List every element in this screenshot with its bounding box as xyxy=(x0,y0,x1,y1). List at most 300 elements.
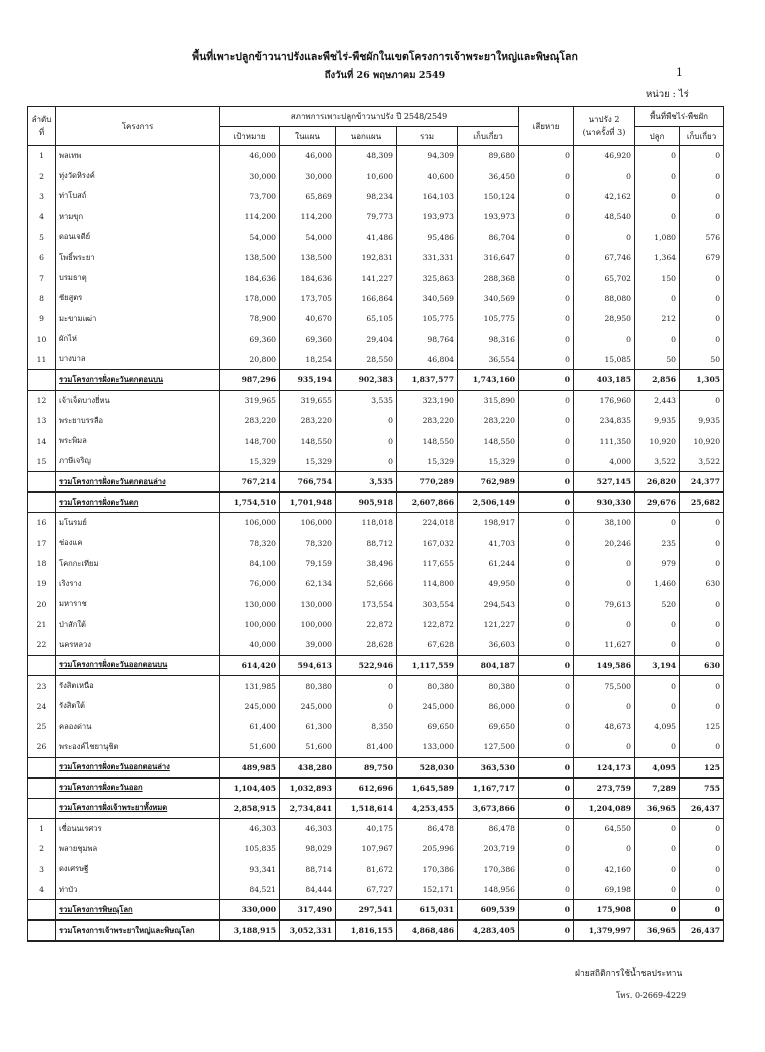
project-name: ชัยสูตร xyxy=(59,293,83,303)
field-harvested-cell: 125 xyxy=(680,716,724,736)
table-body xyxy=(28,146,724,941)
planted-cell: 1,080 xyxy=(635,227,680,247)
harvested-cell: 121,227 xyxy=(458,614,519,634)
second-crop-cell: 38,100 xyxy=(574,513,635,533)
page-subtitle: ถึงวันที่ 26 พฤษภาคม 2549 xyxy=(324,70,446,81)
total-cell: 67,628 xyxy=(397,635,458,655)
project-name-cell xyxy=(56,329,220,349)
total-cell: 4,868,486 xyxy=(397,920,458,940)
target-cell: 84,100 xyxy=(220,553,280,573)
project-name: มะขามเฒ่า xyxy=(59,313,97,323)
project-name-cell xyxy=(56,737,220,757)
harvested-cell: 36,603 xyxy=(458,635,519,655)
field-harvested-cell: 576 xyxy=(680,227,724,247)
out-plan-cell: 192,831 xyxy=(336,247,397,267)
header-in-plan: ในแผน xyxy=(280,127,336,146)
damaged-cell: 0 xyxy=(519,655,574,675)
project-name-cell xyxy=(56,818,220,838)
field-harvested-cell: 0 xyxy=(680,513,724,533)
project-name-cell xyxy=(56,309,220,329)
project-name: รวมโครงการฝั่งตะวันตกตอนบน xyxy=(59,374,164,384)
target-cell: 614,420 xyxy=(220,655,280,675)
table-row xyxy=(28,676,724,696)
damaged-cell: 0 xyxy=(519,513,574,533)
damaged-cell: 0 xyxy=(519,247,574,267)
in-plan-cell: 184,636 xyxy=(280,268,336,288)
harvested-cell: 1,167,717 xyxy=(458,778,519,798)
target-cell: 15,329 xyxy=(220,451,280,471)
project-name-cell xyxy=(56,859,220,879)
table-row xyxy=(28,390,724,410)
project-name-cell xyxy=(56,676,220,696)
damaged-cell: 0 xyxy=(519,309,574,329)
total-cell: 46,804 xyxy=(397,349,458,369)
damaged-cell: 0 xyxy=(519,288,574,308)
total-cell: 528,030 xyxy=(397,757,458,777)
target-cell: 987,296 xyxy=(220,370,280,390)
harvested-cell: 86,000 xyxy=(458,696,519,716)
second-crop-cell: 88,080 xyxy=(574,288,635,308)
damaged-cell: 0 xyxy=(519,329,574,349)
header-seq-line2: ที่ xyxy=(38,128,45,137)
harvested-cell: 203,719 xyxy=(458,839,519,859)
total-cell: 15,329 xyxy=(397,451,458,471)
total-cell: 205,996 xyxy=(397,839,458,859)
in-plan-cell: 51,600 xyxy=(280,737,336,757)
planted-cell: 979 xyxy=(635,553,680,573)
in-plan-cell: 114,200 xyxy=(280,207,336,227)
seq-cell xyxy=(28,757,56,777)
project-name-cell xyxy=(56,370,220,390)
project-name: ดอนเจดีย์ xyxy=(59,232,91,242)
seq-cell: 25 xyxy=(28,716,56,736)
second-crop-cell: 124,173 xyxy=(574,757,635,777)
in-plan-cell: 283,220 xyxy=(280,411,336,431)
target-cell: 3,188,915 xyxy=(220,920,280,940)
planted-cell: 29,676 xyxy=(635,492,680,512)
in-plan-cell: 148,550 xyxy=(280,431,336,451)
footer-phone: โทร. 0-2669-4229 xyxy=(616,991,687,1000)
in-plan-cell: 2,734,841 xyxy=(280,798,336,818)
planted-cell: 0 xyxy=(635,166,680,186)
target-cell: 78,320 xyxy=(220,533,280,553)
field-harvested-cell: 10,920 xyxy=(680,431,724,451)
seq-cell: 1 xyxy=(28,818,56,838)
project-name: รวมโครงการฝั่งตะวันออกตอนบน xyxy=(59,660,168,670)
project-name-cell xyxy=(56,268,220,288)
damaged-cell: 0 xyxy=(519,676,574,696)
target-cell: 93,341 xyxy=(220,859,280,879)
project-name: รวมโครงการฝั่งตะวันตกตอนล่าง xyxy=(59,476,166,486)
second-crop-cell: 0 xyxy=(574,737,635,757)
damaged-cell: 0 xyxy=(519,798,574,818)
total-cell: 1,117,559 xyxy=(397,655,458,675)
project-name: พระยาบรรลือ xyxy=(59,415,104,425)
total-cell: 170,386 xyxy=(397,859,458,879)
header-target: เป้าหมาย xyxy=(220,127,280,146)
out-plan-cell: 10,600 xyxy=(336,166,397,186)
target-cell: 51,600 xyxy=(220,737,280,757)
harvested-cell: 15,329 xyxy=(458,451,519,471)
second-crop-cell: 403,185 xyxy=(574,370,635,390)
in-plan-cell: 54,000 xyxy=(280,227,336,247)
total-cell: 224,018 xyxy=(397,513,458,533)
total-cell: 164,103 xyxy=(397,186,458,206)
project-name-cell xyxy=(56,757,220,777)
table-row xyxy=(28,329,724,349)
harvested-cell: 363,530 xyxy=(458,757,519,777)
in-plan-cell: 69,360 xyxy=(280,329,336,349)
out-plan-cell: 0 xyxy=(336,451,397,471)
out-plan-cell: 28,628 xyxy=(336,635,397,655)
header-second-crop xyxy=(574,107,635,146)
planted-cell: 235 xyxy=(635,533,680,553)
damaged-cell: 0 xyxy=(519,920,574,940)
damaged-cell: 0 xyxy=(519,166,574,186)
planted-cell: 212 xyxy=(635,309,680,329)
project-name-cell xyxy=(56,778,220,798)
project-name: ท่าบัว xyxy=(59,884,78,894)
project-name-cell xyxy=(56,513,220,533)
seq-cell: 4 xyxy=(28,880,56,900)
second-crop-cell: 4,000 xyxy=(574,451,635,471)
in-plan-cell: 80,380 xyxy=(280,676,336,696)
planted-cell: 2,856 xyxy=(635,370,680,390)
damaged-cell: 0 xyxy=(519,900,574,920)
harvested-cell: 315,890 xyxy=(458,390,519,410)
table-row xyxy=(28,737,724,757)
planted-cell: 3,194 xyxy=(635,655,680,675)
target-cell: 30,000 xyxy=(220,166,280,186)
field-harvested-cell: 0 xyxy=(680,390,724,410)
project-name-cell xyxy=(56,696,220,716)
harvested-cell: 288,368 xyxy=(458,268,519,288)
table-row xyxy=(28,309,724,329)
harvested-cell: 1,743,160 xyxy=(458,370,519,390)
project-name: รังสิตเหนือ xyxy=(59,681,94,691)
planted-cell: 0 xyxy=(635,635,680,655)
out-plan-cell: 902,383 xyxy=(336,370,397,390)
table-row xyxy=(28,533,724,553)
damaged-cell: 0 xyxy=(519,818,574,838)
seq-cell xyxy=(28,778,56,798)
seq-cell: 18 xyxy=(28,553,56,573)
in-plan-cell: 138,500 xyxy=(280,247,336,267)
table-row xyxy=(28,818,724,838)
project-name-cell xyxy=(56,390,220,410)
second-crop-cell: 0 xyxy=(574,227,635,247)
project-name: ช่องแค xyxy=(59,538,83,548)
planted-cell: 0 xyxy=(635,513,680,533)
harvested-cell: 61,244 xyxy=(458,553,519,573)
target-cell: 245,000 xyxy=(220,696,280,716)
header-field-harvested: เก็บเกี่ยว xyxy=(680,127,724,146)
project-name-cell xyxy=(56,533,220,553)
project-name: พลเทพ xyxy=(59,150,82,160)
harvested-cell: 105,775 xyxy=(458,309,519,329)
subtotal-row xyxy=(28,778,724,798)
harvested-cell: 127,500 xyxy=(458,737,519,757)
seq-cell: 19 xyxy=(28,574,56,594)
damaged-cell: 0 xyxy=(519,594,574,614)
table-row xyxy=(28,431,724,451)
planted-cell: 1,364 xyxy=(635,247,680,267)
seq-cell: 13 xyxy=(28,411,56,431)
total-cell: 331,331 xyxy=(397,247,458,267)
header-second-crop-line2: (นาครั้งที่ 3) xyxy=(582,128,626,137)
damaged-cell: 0 xyxy=(519,737,574,757)
total-cell: 193,973 xyxy=(397,207,458,227)
field-harvested-cell: 0 xyxy=(680,676,724,696)
damaged-cell: 0 xyxy=(519,859,574,879)
target-cell: 40,000 xyxy=(220,635,280,655)
planted-cell: 36,965 xyxy=(635,798,680,818)
field-harvested-cell: 25,682 xyxy=(680,492,724,512)
in-plan-cell: 594,613 xyxy=(280,655,336,675)
project-name-cell xyxy=(56,716,220,736)
harvested-cell: 98,316 xyxy=(458,329,519,349)
total-cell: 148,550 xyxy=(397,431,458,451)
page-title: พื้นที่เพาะปลูกข้าวนาปรังและพืชไร่-พืชผักในเขตโครงการเจ้าพระยาใหญ่และพิษณุโลก xyxy=(192,51,578,63)
harvested-cell: 69,650 xyxy=(458,716,519,736)
header-seq xyxy=(28,107,56,146)
out-plan-cell: 905,918 xyxy=(336,492,397,512)
seq-cell: 24 xyxy=(28,696,56,716)
project-name-cell xyxy=(56,635,220,655)
total-cell: 80,380 xyxy=(397,676,458,696)
out-plan-cell: 522,946 xyxy=(336,655,397,675)
damaged-cell: 0 xyxy=(519,207,574,227)
out-plan-cell: 67,727 xyxy=(336,880,397,900)
project-name: รวมโครงการเจ้าพระยาใหญ่และพิษณุโลก xyxy=(59,925,195,935)
second-crop-cell: 176,960 xyxy=(574,390,635,410)
table-row xyxy=(28,268,724,288)
project-name: โพธิ์พระยา xyxy=(59,252,95,262)
seq-cell: 9 xyxy=(28,309,56,329)
seq-cell: 2 xyxy=(28,166,56,186)
target-cell: 78,900 xyxy=(220,309,280,329)
seq-cell: 26 xyxy=(28,737,56,757)
target-cell: 20,800 xyxy=(220,349,280,369)
second-crop-cell: 42,162 xyxy=(574,186,635,206)
total-cell: 615,031 xyxy=(397,900,458,920)
in-plan-cell: 40,670 xyxy=(280,309,336,329)
project-name-cell xyxy=(56,655,220,675)
damaged-cell: 0 xyxy=(519,614,574,634)
project-name: รวมโครงการฝั่งเจ้าพระยาทั้งหมด xyxy=(59,803,168,813)
harvested-cell: 36,450 xyxy=(458,166,519,186)
field-harvested-cell: 0 xyxy=(680,309,724,329)
planted-cell: 36,965 xyxy=(635,920,680,940)
seq-cell xyxy=(28,370,56,390)
second-crop-cell: 0 xyxy=(574,696,635,716)
target-cell: 148,700 xyxy=(220,431,280,451)
table-row xyxy=(28,288,724,308)
out-plan-cell: 48,309 xyxy=(336,146,397,166)
field-harvested-cell: 755 xyxy=(680,778,724,798)
project-name-cell xyxy=(56,594,220,614)
project-name-cell xyxy=(56,146,220,166)
table-row xyxy=(28,186,724,206)
unit-label: หน่วย : ไร่ xyxy=(646,89,689,100)
project-name: รวมโครงการฝั่งตะวันตก xyxy=(59,497,139,507)
second-crop-cell: 0 xyxy=(574,614,635,634)
total-cell: 167,032 xyxy=(397,533,458,553)
out-plan-cell: 8,350 xyxy=(336,716,397,736)
table-row xyxy=(28,411,724,431)
seq-cell: 1 xyxy=(28,146,56,166)
second-crop-cell: 42,160 xyxy=(574,859,635,879)
field-harvested-cell: 0 xyxy=(680,166,724,186)
target-cell: 489,985 xyxy=(220,757,280,777)
project-name: ผักไห่ xyxy=(59,334,77,344)
project-name-cell xyxy=(56,839,220,859)
project-name-cell xyxy=(56,186,220,206)
harvested-cell: 49,950 xyxy=(458,574,519,594)
project-name: เขื่อนนเรศวร xyxy=(59,823,102,833)
subtotal-row xyxy=(28,757,724,777)
total-cell: 1,645,589 xyxy=(397,778,458,798)
second-crop-cell: 1,379,997 xyxy=(574,920,635,940)
table-row xyxy=(28,839,724,859)
project-name: มโนรมย์ xyxy=(59,517,87,527)
subtotal-row xyxy=(28,655,724,675)
table-row xyxy=(28,451,724,471)
subtotal-row xyxy=(28,472,724,492)
header-group-status: สภาพการเพาะปลูกข้าวนาปรัง ปี 2548/2549 xyxy=(220,107,519,127)
project-name: รังสิตใต้ xyxy=(59,701,85,711)
total-cell: 340,569 xyxy=(397,288,458,308)
header-second-crop-line1: นาปรัง 2 xyxy=(588,115,620,124)
header-project: โครงการ xyxy=(56,107,220,146)
project-name-cell xyxy=(56,431,220,451)
total-cell: 323,190 xyxy=(397,390,458,410)
damaged-cell: 0 xyxy=(519,492,574,512)
target-cell: 283,220 xyxy=(220,411,280,431)
out-plan-cell: 22,872 xyxy=(336,614,397,634)
second-crop-cell: 11,627 xyxy=(574,635,635,655)
target-cell: 54,000 xyxy=(220,227,280,247)
project-name-cell xyxy=(56,472,220,492)
harvested-cell: 294,543 xyxy=(458,594,519,614)
harvested-cell: 41,703 xyxy=(458,533,519,553)
seq-cell: 8 xyxy=(28,288,56,308)
seq-cell: 15 xyxy=(28,451,56,471)
seq-cell: 16 xyxy=(28,513,56,533)
out-plan-cell: 612,696 xyxy=(336,778,397,798)
total-cell: 94,309 xyxy=(397,146,458,166)
second-crop-cell: 1,204,089 xyxy=(574,798,635,818)
target-cell: 100,000 xyxy=(220,614,280,634)
subtotal-row xyxy=(28,370,724,390)
damaged-cell: 0 xyxy=(519,472,574,492)
seq-cell xyxy=(28,920,56,940)
harvested-cell: 86,478 xyxy=(458,818,519,838)
out-plan-cell: 297,541 xyxy=(336,900,397,920)
seq-cell: 14 xyxy=(28,431,56,451)
second-crop-cell: 234,835 xyxy=(574,411,635,431)
project-name: พระพิมล xyxy=(59,436,87,446)
out-plan-cell: 1,816,155 xyxy=(336,920,397,940)
project-name: บรมธาตุ xyxy=(59,273,87,283)
damaged-cell: 0 xyxy=(519,431,574,451)
second-crop-cell: 0 xyxy=(574,839,635,859)
total-cell: 117,655 xyxy=(397,553,458,573)
in-plan-cell: 65,869 xyxy=(280,186,336,206)
project-name-cell xyxy=(56,553,220,573)
table-row xyxy=(28,166,724,186)
out-plan-cell: 88,712 xyxy=(336,533,397,553)
field-harvested-cell: 0 xyxy=(680,880,724,900)
harvested-cell: 148,956 xyxy=(458,880,519,900)
in-plan-cell: 766,754 xyxy=(280,472,336,492)
in-plan-cell: 15,329 xyxy=(280,451,336,471)
seq-cell: 20 xyxy=(28,594,56,614)
project-name: รวมโครงการพิษณุโลก xyxy=(59,904,133,914)
table-row xyxy=(28,614,724,634)
total-cell: 283,220 xyxy=(397,411,458,431)
in-plan-cell: 100,000 xyxy=(280,614,336,634)
field-harvested-cell: 0 xyxy=(680,186,724,206)
target-cell: 69,360 xyxy=(220,329,280,349)
project-name: ทุ่งวัดหิรงค์ xyxy=(59,171,95,181)
footer-department: ฝ่ายสถิติการใช้น้ำชลประทาน xyxy=(575,969,683,979)
second-crop-cell: 48,540 xyxy=(574,207,635,227)
table-row xyxy=(28,635,724,655)
out-plan-cell: 41,486 xyxy=(336,227,397,247)
damaged-cell: 0 xyxy=(519,716,574,736)
project-name: ภาษีเจริญ xyxy=(59,456,91,466)
project-name: ป่าสักใต้ xyxy=(59,619,86,629)
total-cell: 325,863 xyxy=(397,268,458,288)
out-plan-cell: 141,227 xyxy=(336,268,397,288)
planted-cell: 0 xyxy=(635,207,680,227)
planted-cell: 50 xyxy=(635,349,680,369)
header-seq-line1: ลำดับ xyxy=(31,115,52,124)
target-cell: 319,965 xyxy=(220,390,280,410)
project-name: รวมโครงการฝั่งตะวันออกตอนล่าง xyxy=(59,762,170,772)
project-name: รวมโครงการฝั่งตะวันออก xyxy=(59,783,143,793)
out-plan-cell: 118,018 xyxy=(336,513,397,533)
planted-cell: 0 xyxy=(635,880,680,900)
in-plan-cell: 79,159 xyxy=(280,553,336,573)
planted-cell: 10,920 xyxy=(635,431,680,451)
target-cell: 178,000 xyxy=(220,288,280,308)
table-row xyxy=(28,247,724,267)
in-plan-cell: 46,000 xyxy=(280,146,336,166)
field-harvested-cell: 0 xyxy=(680,818,724,838)
out-plan-cell: 173,554 xyxy=(336,594,397,614)
out-plan-cell: 81,400 xyxy=(336,737,397,757)
second-crop-cell: 67,746 xyxy=(574,247,635,267)
total-cell: 86,478 xyxy=(397,818,458,838)
project-name: หามขุก xyxy=(59,211,84,221)
header-damaged: เสียหาย xyxy=(519,107,574,146)
out-plan-cell: 38,496 xyxy=(336,553,397,573)
damaged-cell: 0 xyxy=(519,349,574,369)
total-cell: 133,000 xyxy=(397,737,458,757)
damaged-cell: 0 xyxy=(519,533,574,553)
damaged-cell: 0 xyxy=(519,839,574,859)
harvested-cell: 2,506,149 xyxy=(458,492,519,512)
out-plan-cell: 1,518,614 xyxy=(336,798,397,818)
planted-cell: 0 xyxy=(635,900,680,920)
in-plan-cell: 935,194 xyxy=(280,370,336,390)
project-name-cell xyxy=(56,349,220,369)
in-plan-cell: 18,254 xyxy=(280,349,336,369)
seq-cell: 11 xyxy=(28,349,56,369)
out-plan-cell: 0 xyxy=(336,676,397,696)
